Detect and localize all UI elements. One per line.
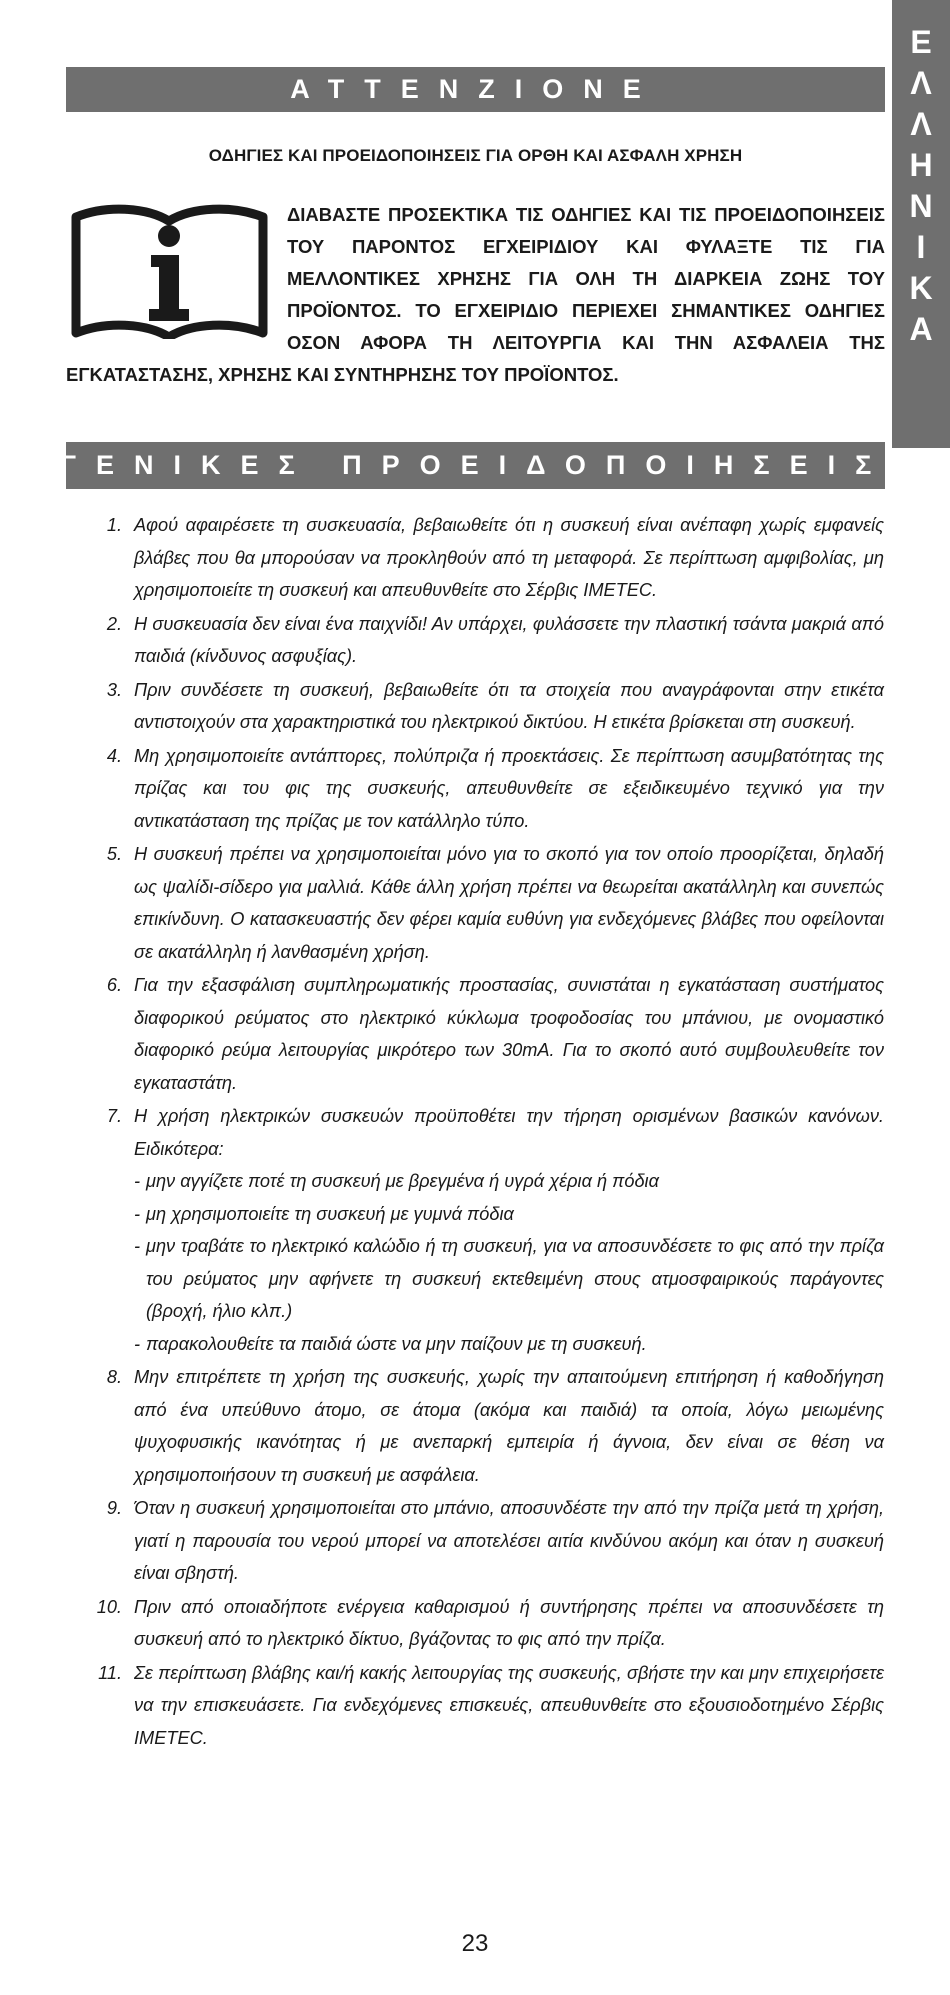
intro-paragraph [66, 199, 885, 391]
list-item-number: 2. [106, 613, 122, 634]
list-subitem [134, 1230, 884, 1328]
list-item [88, 1657, 884, 1755]
list-item-text: Μη χρησιμοποιείτε αντάπτορες, πολύπριζα ή προεκτάσεις. Σε περίπτωση ασυμβατότητας της πρίζας και του φις της συσκευής, απευθυνθείτε σε εξειδικευμένο τεχνικό για την αντικατάσταση της πρίζας με τον κατάλληλο τύπο. [134, 745, 884, 831]
list-item-text: Η συσκευή πρέπει να χρησιμοποιείται μόνο για το σκοπό για τον οποίο προορίζεται, δηλαδή ως ψαλίδι-σίδερο για μαλλιά. Κάθε άλλη χρήση πρέπει να θεωρείται ακατάλληλη και συνεπώς επικίνδυνη. Ο κατασκευαστής δεν φέρει καμία ευθύνη για ενδεχόμενες βλάβες που οφείλονται σε ακατάλληλη ή λανθασμένη χρήση. [134, 844, 884, 962]
info-book-icon [66, 201, 273, 339]
list-item [88, 608, 884, 673]
list-item-number: 3. [106, 679, 122, 700]
list-item-text: Αφού αφαιρέσετε τη συσκευασία, βεβαιωθείτε ότι η συσκευή είναι ανέπαφη χωρίς εμφανείς βλάβες που θα μπορούσαν να προκληθούν από τη μεταφορά. Σε περίπτωση αμφιβολίας, μη χρησιμοποιείτε τη συσκευή και απευθυνθείτε στο Σέρβις IMETEC. [134, 515, 884, 600]
list-item-number: 7. [106, 1106, 122, 1126]
list-item [88, 1100, 884, 1360]
list-item-number: 10. [96, 1596, 122, 1617]
warnings-list [88, 509, 884, 1755]
list-item-number: 4. [106, 745, 122, 766]
side-tab-letter: Λ [910, 65, 932, 101]
list-subitem [134, 1328, 884, 1361]
side-tab-letter: Α [909, 311, 933, 347]
list-item [88, 1361, 884, 1491]
side-tab-letter: Λ [910, 106, 932, 142]
list-item-text: Μην επιτρέπετε τη χρήση της συσκευής, χωρίς την απαιτούμενη επιτήρηση ή καθοδήγηση από ένα υπεύθυνο άτομο, σε άτομα (ακόμα και παιδιά) τα οποία, λόγω μειωμένης ψυχοφυσικής ικανότητας ή με ανεπαρκή εμπειρία ή άγνοια, δεν είναι σε θέση να χρησιμοποιήσουν τη συσκευή με ασφάλεια. [134, 1367, 884, 1485]
list-item [88, 969, 884, 1099]
side-tab-letter: Η [909, 147, 933, 183]
list-item-text: Πριν συνδέσετε τη συσκευή, βεβαιωθείτε ότι τα στοιχεία που αναγράφονται στην ετικέτα αντιστοιχούν στα χαρακτηριστικά του ηλεκτρικού δικτύου. Η ετικέτα βρίσκεται στη συσκευή. [134, 679, 884, 732]
side-tab-letter: Ε [910, 24, 932, 60]
instructions-subtitle: ΟΔΗΓΙΕΣ ΚΑΙ ΠΡΟΕΙΔΟΠΟΙΗΣΕΙΣ ΓΙΑ ΟΡΘΗ ΚΑΙ ΑΣΦΑΛΗ ΧΡΗΣΗ [208, 146, 743, 165]
list-item-number: 9. [106, 1498, 122, 1518]
list-item-number: 11. [98, 1662, 122, 1683]
dash-bullet: - [134, 1171, 141, 1191]
list-item-text: Για την εξασφάλιση συμπληρωματικής προστασίας, συνιστάται η εγκατάσταση συστήματος διαφορικού ρεύματος στο ηλεκτρικό κύκλωμα τροφοδοσίας του μπάνιου, με ονομαστικό διαφορικό ρεύμα λειτουργίας μικρότερο των 30mA. Για το σκοπό αυτό συμβουλευθείτε τον εγκαταστάτη. [134, 975, 884, 1093]
list-item-number: 1. [106, 515, 122, 535]
list-subitem-text: μην αγγίζετε ποτέ τη συσκευή με βρεγμένα ή υγρά χέρια ή πόδια [146, 1171, 659, 1191]
side-tab-letter: Κ [909, 270, 933, 306]
intro-text: ΔΙΑΒΑΣΤΕ ΠΡΟΣΕΚΤΙΚΑ ΤΙΣ ΟΔΗΓΙΕΣ ΚΑΙ ΤΙΣ ΠΡΟΕΙΔΟΠΟΙΗΣΕΙΣ ΤΟΥ ΠΑΡΟΝΤΟΣ ΕΓΧΕΙΡΙΔΙΟΥ ΚΑΙ ΦΥΛΑΞΤΕ ΤΙΣ ΓΙΑ ΜΕΛΛΟΝΤΙΚΕΣ ΧΡΗΣΗΣ ΓΙΑ ΟΛΗ ΤΗ ΔΙΑΡΚΕΙΑ ΖΩΗΣ ΤΟΥ ΠΡΟΪΟΝΤΟΣ. ΤΟ ΕΓΧΕΙΡΙΔΙΟ ΠΕΡΙΕΧΕΙ ΣΗΜΑΝΤΙΚΕΣ ΟΔΗΓΙΕΣ ΟΣΟΝ ΑΦΟΡΑ ΤΗ ΛΕΙΤΟΥΡΓΙΑ ΚΑΙ ΤΗΝ ΑΣΦΑΛΕΙΑ ΤΗΣ ΕΓΚΑΤΑΣΤΑΣΗΣ, ΧΡΗΣΗΣ ΚΑΙ ΣΥΝΤΗΡΗΣΗΣ ΤΟΥ ΠΡΟΪΟΝΤΟΣ. [66, 204, 885, 385]
dash-bullet: - [134, 1333, 141, 1354]
dash-bullet: - [134, 1236, 141, 1256]
list-item [88, 740, 884, 838]
attention-heading: ATTENZIONE [66, 67, 885, 112]
language-side-tab [892, 0, 950, 448]
list-item-number: 8. [106, 1367, 122, 1387]
list-subitem-text: μη χρησιμοποιείτε τη συσκευή με γυμνά πόδια [146, 1203, 514, 1224]
side-tab-letter: Ι [916, 229, 926, 265]
list-item [88, 1492, 884, 1590]
dash-bullet: - [134, 1203, 141, 1224]
list-subitem-text: μην τραβάτε το ηλεκτρικό καλώδιο ή τη συσκευή, για να αποσυνδέσετε το φις από την πρίζα του ρεύματος μην αφήνετε τη συσκευή εκτεθειμένη στους ατμοσφαιρικούς παράγοντες (βροχή, ήλιο κλπ.) [146, 1236, 884, 1321]
list-item-number: 5. [106, 844, 122, 864]
page-number: 23 [461, 1930, 489, 1957]
list-subitem [134, 1165, 884, 1198]
general-warnings-heading: ΓΕΝΙΚΕΣ ΠΡΟΕΙΔΟΠΟΙΗΣΕΙΣ [66, 442, 885, 489]
list-item [88, 674, 884, 739]
list-subitem [134, 1198, 884, 1231]
list-item-text: Η συσκευασία δεν είναι ένα παιχνίδι! Αν υπάρχει, φυλάσσετε την πλαστική τσάντα μακριά από παιδιά (κίνδυνος ασφυξίας). [134, 613, 884, 666]
list-item-text: Σε περίπτωση βλάβης και/ή κακής λειτουργίας της συσκευής, σβήστε την και μην επιχειρήσετε να την επισκευάσετε. Για ενδεχόμενες επισκευές, απευθυνθείτε στο εξουσιοδοτημένο Σέρβις IMETEC. [134, 1662, 884, 1748]
list-item-text: Πριν από οποιαδήποτε ενέργεια καθαρισμού ή συντήρησης πρέπει να αποσυνδέσετε τη συσκευή από το ηλεκτρικό δίκτυο, βγάζοντας το φις από την πρίζα. [134, 1596, 884, 1649]
list-item [88, 838, 884, 968]
side-tab-letter: Ν [909, 188, 933, 224]
list-item-text: Όταν η συσκευή χρησιμοποιείται στο μπάνιο, αποσυνδέστε την από την πρίζα μετά τη χρήση, γιατί η παρουσία του νερού μπορεί να αποτελέσει αιτία κινδύνου ακόμη και όταν η συσκευή είναι σβηστή. [134, 1498, 884, 1583]
list-item [88, 509, 884, 607]
list-subitem-text: παρακολουθείτε τα παιδιά ώστε να μην παίζουν με τη συσκευή. [146, 1333, 647, 1354]
list-item [88, 1591, 884, 1656]
list-item-number: 6. [106, 975, 122, 995]
list-item-text: Η χρήση ηλεκτρικών συσκευών προϋποθέτει την τήρηση ορισμένων βασικών κανόνων. Ειδικότερα: [134, 1106, 884, 1159]
